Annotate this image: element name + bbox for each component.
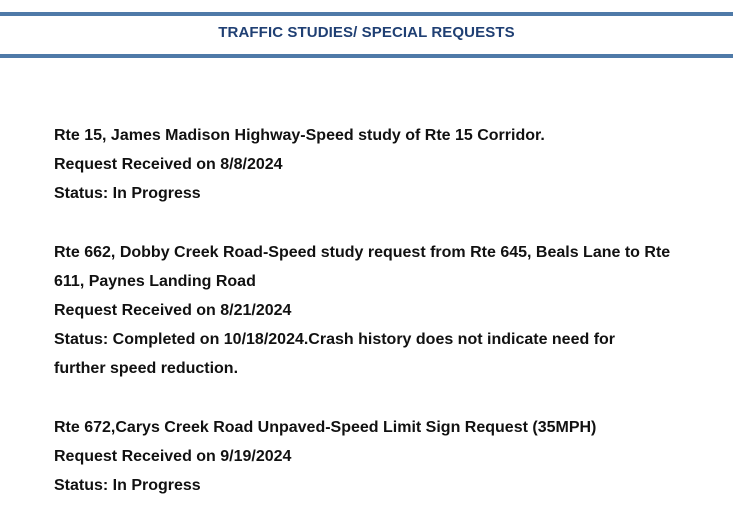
page-title: TRAFFIC STUDIES/ SPECIAL REQUESTS <box>218 24 515 41</box>
request-status: Status: In Progress <box>54 477 201 495</box>
request-description: Rte 662, Dobby Creek Road-Speed study request from Rte 645, Beals Lane to Rte <box>54 243 671 261</box>
requests-list <box>54 121 714 500</box>
request-entry-rte-672 <box>54 413 714 501</box>
request-description: Rte 15, James Madison Highway-Speed study of Rte 15 Corridor. <box>54 127 545 144</box>
request-status: Status: Completed on 10/18/2024.Crash history does not indicate need for <box>54 331 616 349</box>
request-received-date: Request Received on 8/21/2024 <box>54 302 292 320</box>
request-description: Rte 672,Carys Creek Road Unpaved-Speed Limit Sign Request (35MPH) <box>54 418 597 436</box>
request-entry-rte-15 <box>54 121 714 209</box>
request-status: Status: In Progress <box>54 185 201 203</box>
request-entry-rte-662 <box>54 238 714 384</box>
request-received-date: Request Received on 9/19/2024 <box>54 447 292 465</box>
request-received-date: Request Received on 8/8/2024 <box>54 156 283 174</box>
request-status-continued: further speed reduction. <box>54 360 239 378</box>
request-description-continued: 611, Paynes Landing Road <box>54 272 256 290</box>
